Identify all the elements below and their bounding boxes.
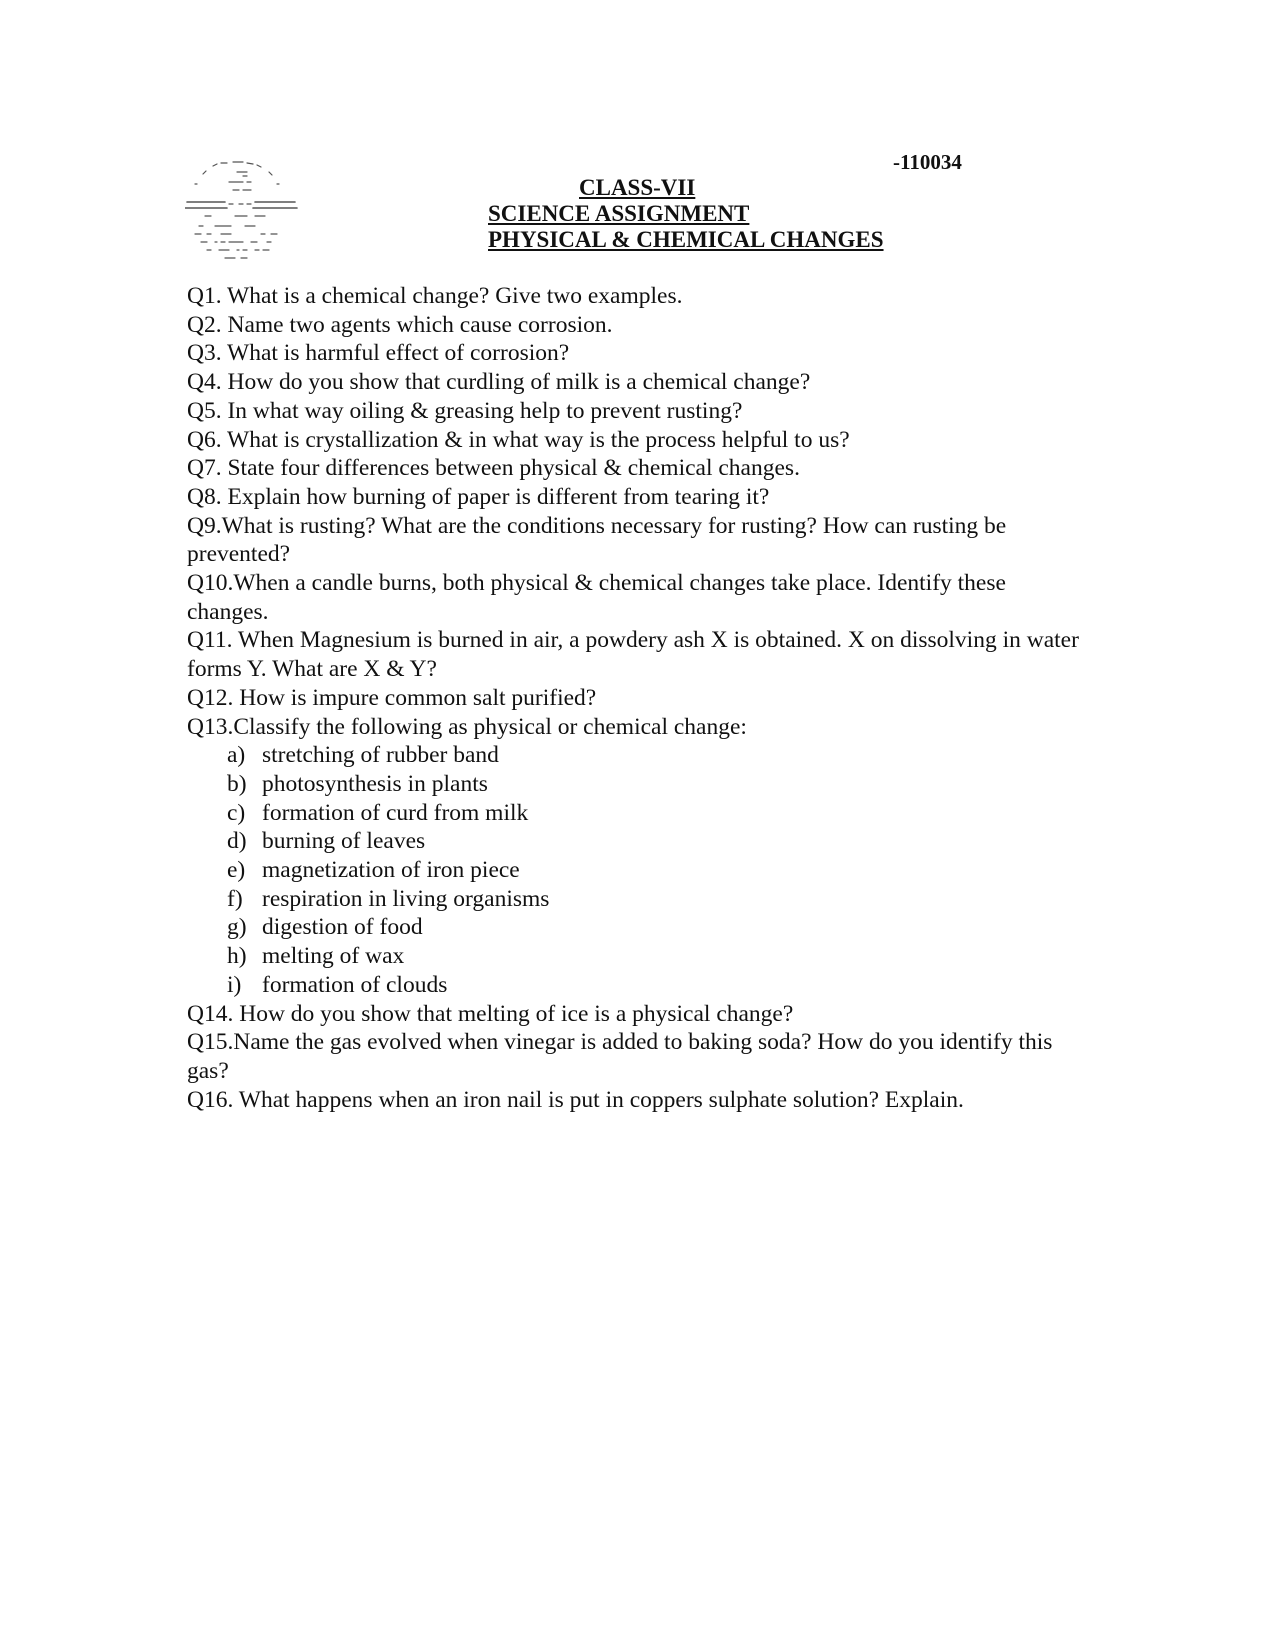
assignment-title: SCIENCE ASSIGNMENT bbox=[488, 201, 750, 226]
item-marker: c) bbox=[227, 799, 246, 826]
list-item bbox=[187, 741, 1087, 770]
item-marker: g) bbox=[227, 914, 247, 941]
question-1: Q1. What is a chemical change? Give two examples. bbox=[187, 283, 683, 309]
question-4: Q4. How do you show that curdling of milk is a chemical change? bbox=[187, 369, 811, 396]
question-11: Q11. When Magnesium is burned in air, a powdery ash X is obtained. X on dissolving in water forms Y. What are X & Y? bbox=[187, 627, 1079, 683]
item-marker: b) bbox=[227, 770, 247, 797]
topic-title: PHYSICAL & CHEMICAL CHANGES bbox=[488, 227, 884, 252]
item-text: magnetization of iron piece bbox=[262, 857, 520, 884]
question-6: Q6. What is crystallization & in what way is the process helpful to us? bbox=[187, 426, 850, 453]
question-13: Q13.Classify the following as physical or chemical change: bbox=[187, 713, 747, 740]
item-text: respiration in living organisms bbox=[262, 885, 550, 912]
item-marker: e) bbox=[227, 857, 246, 884]
question-12: Q12. How is impure common salt purified? bbox=[187, 684, 597, 711]
question-9: Q9.What is rusting? What are the conditions necessary for rusting? How can rusting be prevented? bbox=[187, 512, 1007, 568]
school-logo-icon bbox=[185, 158, 305, 266]
item-marker: f) bbox=[227, 885, 243, 912]
list-item bbox=[187, 971, 1087, 1000]
question-8: Q8. Explain how burning of paper is different from tearing it? bbox=[187, 483, 770, 510]
list-item bbox=[187, 770, 1087, 799]
item-marker: i) bbox=[227, 971, 242, 998]
item-text: melting of wax bbox=[262, 943, 405, 970]
item-text: stretching of rubber band bbox=[262, 742, 499, 769]
question-15: Q15.Name the gas evolved when vinegar is added to baking soda? How do you identify this gas? bbox=[187, 1029, 1053, 1084]
question-list bbox=[187, 282, 1087, 1114]
item-text: digestion of food bbox=[262, 914, 423, 941]
list-item bbox=[187, 942, 1087, 971]
list-item bbox=[187, 827, 1087, 856]
question-14: Q14. How do you show that melting of ice is a physical change? bbox=[187, 1000, 794, 1027]
class-title: CLASS-VII bbox=[579, 175, 696, 200]
question-5: Q5. In what way oiling & greasing help to prevent rusting? bbox=[187, 397, 743, 424]
q13-options-list bbox=[187, 741, 1087, 999]
question-16: Q16. What happens when an iron nail is put in coppers sulphate solution? Explain. bbox=[187, 1086, 964, 1113]
item-text: burning of leaves bbox=[262, 828, 426, 855]
item-text: formation of curd from milk bbox=[262, 799, 529, 826]
item-marker: a) bbox=[227, 742, 246, 769]
question-3: Q3. What is harmful effect of corrosion? bbox=[187, 340, 570, 367]
question-2: Q2. Name two agents which cause corrosion. bbox=[187, 311, 613, 338]
item-marker: h) bbox=[227, 943, 247, 970]
list-item bbox=[187, 799, 1087, 828]
list-item bbox=[187, 885, 1087, 914]
item-text: photosynthesis in plants bbox=[262, 770, 488, 797]
question-7: Q7. State four differences between physical & chemical changes. bbox=[187, 455, 800, 482]
list-item bbox=[187, 913, 1087, 942]
assignment-header bbox=[488, 175, 884, 253]
item-text: formation of clouds bbox=[262, 971, 448, 998]
question-10: Q10.When a candle burns, both physical & chemical changes take place. Identify these changes. bbox=[187, 570, 1006, 625]
item-marker: d) bbox=[227, 828, 247, 855]
pin-code: -110034 bbox=[893, 150, 962, 174]
list-item bbox=[187, 856, 1087, 885]
